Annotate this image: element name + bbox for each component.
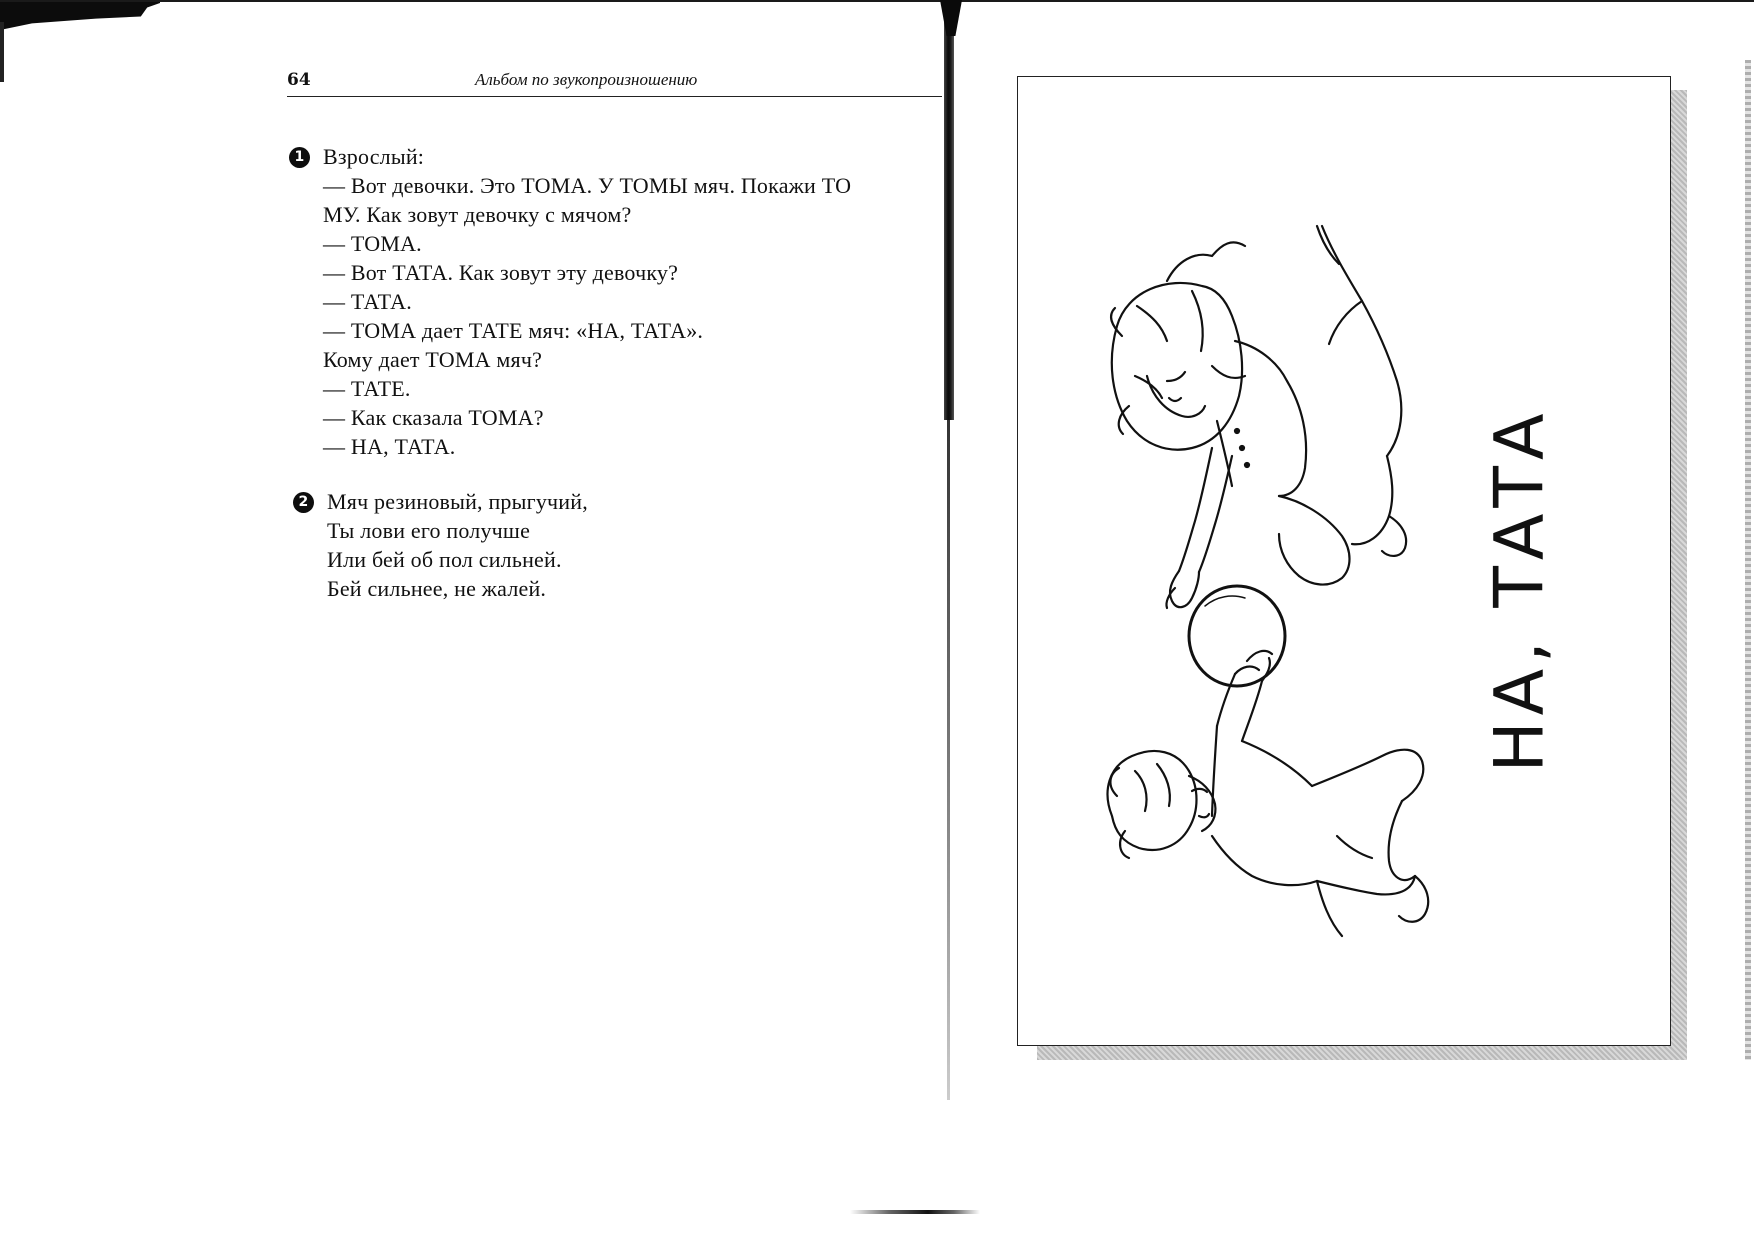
dialogue-line: — Как сказала ТОМА?	[323, 405, 544, 430]
dialogue-line: Кому дает ТОМА мяч?	[323, 347, 543, 372]
exercise-1	[289, 142, 942, 461]
right-page-edge	[1745, 60, 1751, 1060]
page-number: 64	[287, 70, 311, 90]
dialogue-line: МУ. Как зовут девочку с мячом?	[323, 202, 632, 227]
exercise-number-badge: 1	[289, 147, 310, 168]
girl-figure	[1111, 226, 1406, 608]
dialogue-line: — ТАТЕ.	[323, 376, 411, 401]
card-illustration	[1017, 76, 1671, 1046]
exercise-2	[293, 487, 942, 603]
poem-line: Ты лови его получше	[327, 518, 531, 543]
dialogue-line: — ТОМА.	[323, 231, 422, 256]
dialogue-line: — НА, ТАТА.	[323, 434, 456, 459]
running-title: Альбом по звукопроизношению	[475, 70, 698, 89]
boy-figure	[1108, 651, 1429, 936]
poem-line: Мяч резиновый, прыгучий,	[327, 489, 588, 514]
book-spine	[944, 0, 954, 420]
dialogue-line: Взрослый:	[323, 144, 425, 169]
page-top-edge-right	[960, 0, 1754, 2]
dialogue-line: — Вот ТАТА. Как зовут эту девочку?	[323, 260, 679, 285]
book-spine-fold	[947, 420, 950, 1100]
dialogue-line: — ТАТА.	[323, 289, 412, 314]
poem-line: Бей сильнее, не жалей.	[327, 576, 547, 601]
running-header	[287, 68, 942, 97]
exercise-number-badge: 2	[293, 492, 314, 513]
dialogue-line: — ТОМА дает ТАТЕ мяч: «НА, ТАТА».	[323, 318, 704, 343]
poem-line: Или бей об пол сильней.	[327, 547, 562, 572]
dialogue-line: — Вот девочки. Это ТОМА. У ТОМЫ мяч. Покажи ТО	[323, 173, 852, 198]
card-caption: НА, ТАТА	[1480, 407, 1560, 773]
